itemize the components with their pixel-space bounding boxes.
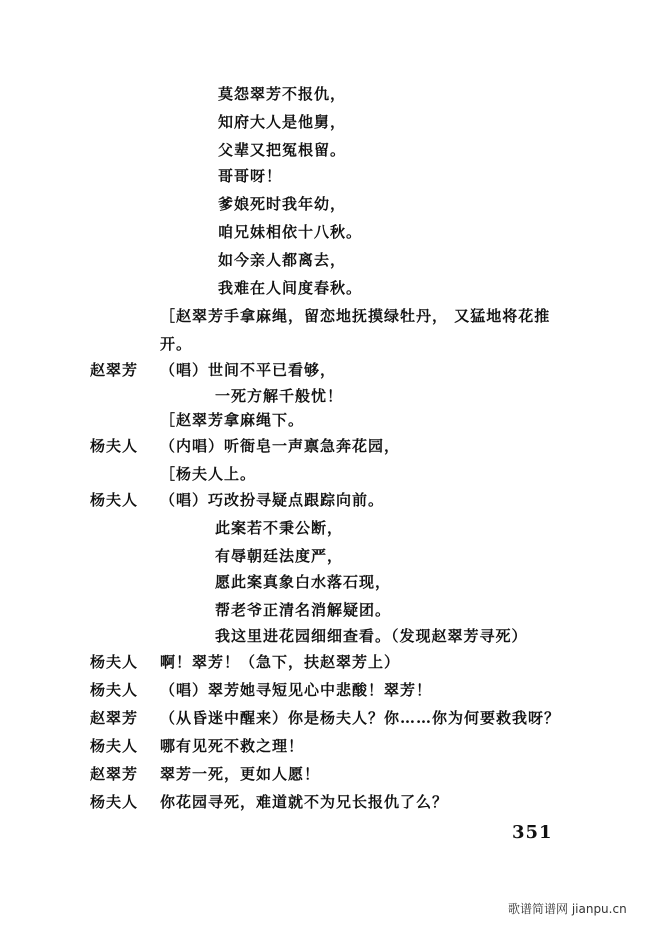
dialogue-text: 一死方解千般忧！ [215,387,344,405]
speaker-name: 赵翠芳 [90,361,139,379]
dialogue-text: 愿此案真象白水落石现， [215,573,392,591]
speaker-name: 杨夫人 [90,491,139,509]
verse-line: 爹娘死时我年幼， [218,195,347,213]
speaker-name: 赵翠芳 [90,765,139,783]
dialogue-text: （唱）翠芳她寻短见心中悲酸！翠芳！ [160,681,433,699]
verse-line: 咱兄妹相依十八秋。 [218,223,363,241]
watermark: 歌谱简谱网 jianpu.cn [508,902,627,916]
speaker-name: 杨夫人 [90,793,139,811]
verse-line: 父辈又把冤根留。 [218,141,347,159]
dialogue-text: 你花园寻死，难道就不为兄长报仇了么？ [160,793,449,811]
stage-direction: ［赵翠芳拿麻绳下。 [160,411,305,429]
speaker-name: 杨夫人 [90,681,139,699]
verse-line: 哥哥呀！ [218,167,283,185]
speaker-name: 赵翠芳 [90,709,139,727]
dialogue-text: 此案若不秉公断， [215,519,344,537]
verse-line: 莫怨翠芳不报仇， [218,85,347,103]
dialogue-text: （唱）世间不平已看够， [160,361,337,379]
verse-line: 我难在人间度春秋。 [218,279,363,297]
stage-direction: 开。 [160,335,193,353]
dialogue-text: （内唱）听衙皂一声禀急奔花园， [160,437,401,455]
page-number: 351 [512,822,553,843]
dialogue-text: 啊！翠芳！（急下，扶赵翠芳上） [160,653,401,671]
dialogue-text: （唱）巧改扮寻疑点跟踪向前。 [160,491,385,509]
dialogue-text: 帮老爷正清名消解疑团。 [215,601,392,619]
dialogue-text: 翠芳一死，更如人愿！ [160,765,321,783]
verse-line: 如今亲人都离去， [218,251,347,269]
speaker-name: 杨夫人 [90,437,139,455]
dialogue-text: （从昏迷中醒来）你是杨夫人？你……你为何要救我呀？ [160,709,561,727]
stage-direction: ［杨夫人上。 [160,465,257,483]
dialogue-text: 哪有见死不救之理！ [160,737,305,755]
dialogue-text: 有辱朝廷法度严， [215,547,344,565]
speaker-name: 杨夫人 [90,653,139,671]
stage-direction: ［赵翠芳手拿麻绳，留恋地抚摸绿牡丹， 又猛地将花推 [160,307,551,325]
dialogue-text: 我这里进花园细细查看。（发现赵翠芳寻死） [215,627,528,645]
speaker-name: 杨夫人 [90,737,139,755]
verse-line: 知府大人是他舅， [218,113,347,131]
